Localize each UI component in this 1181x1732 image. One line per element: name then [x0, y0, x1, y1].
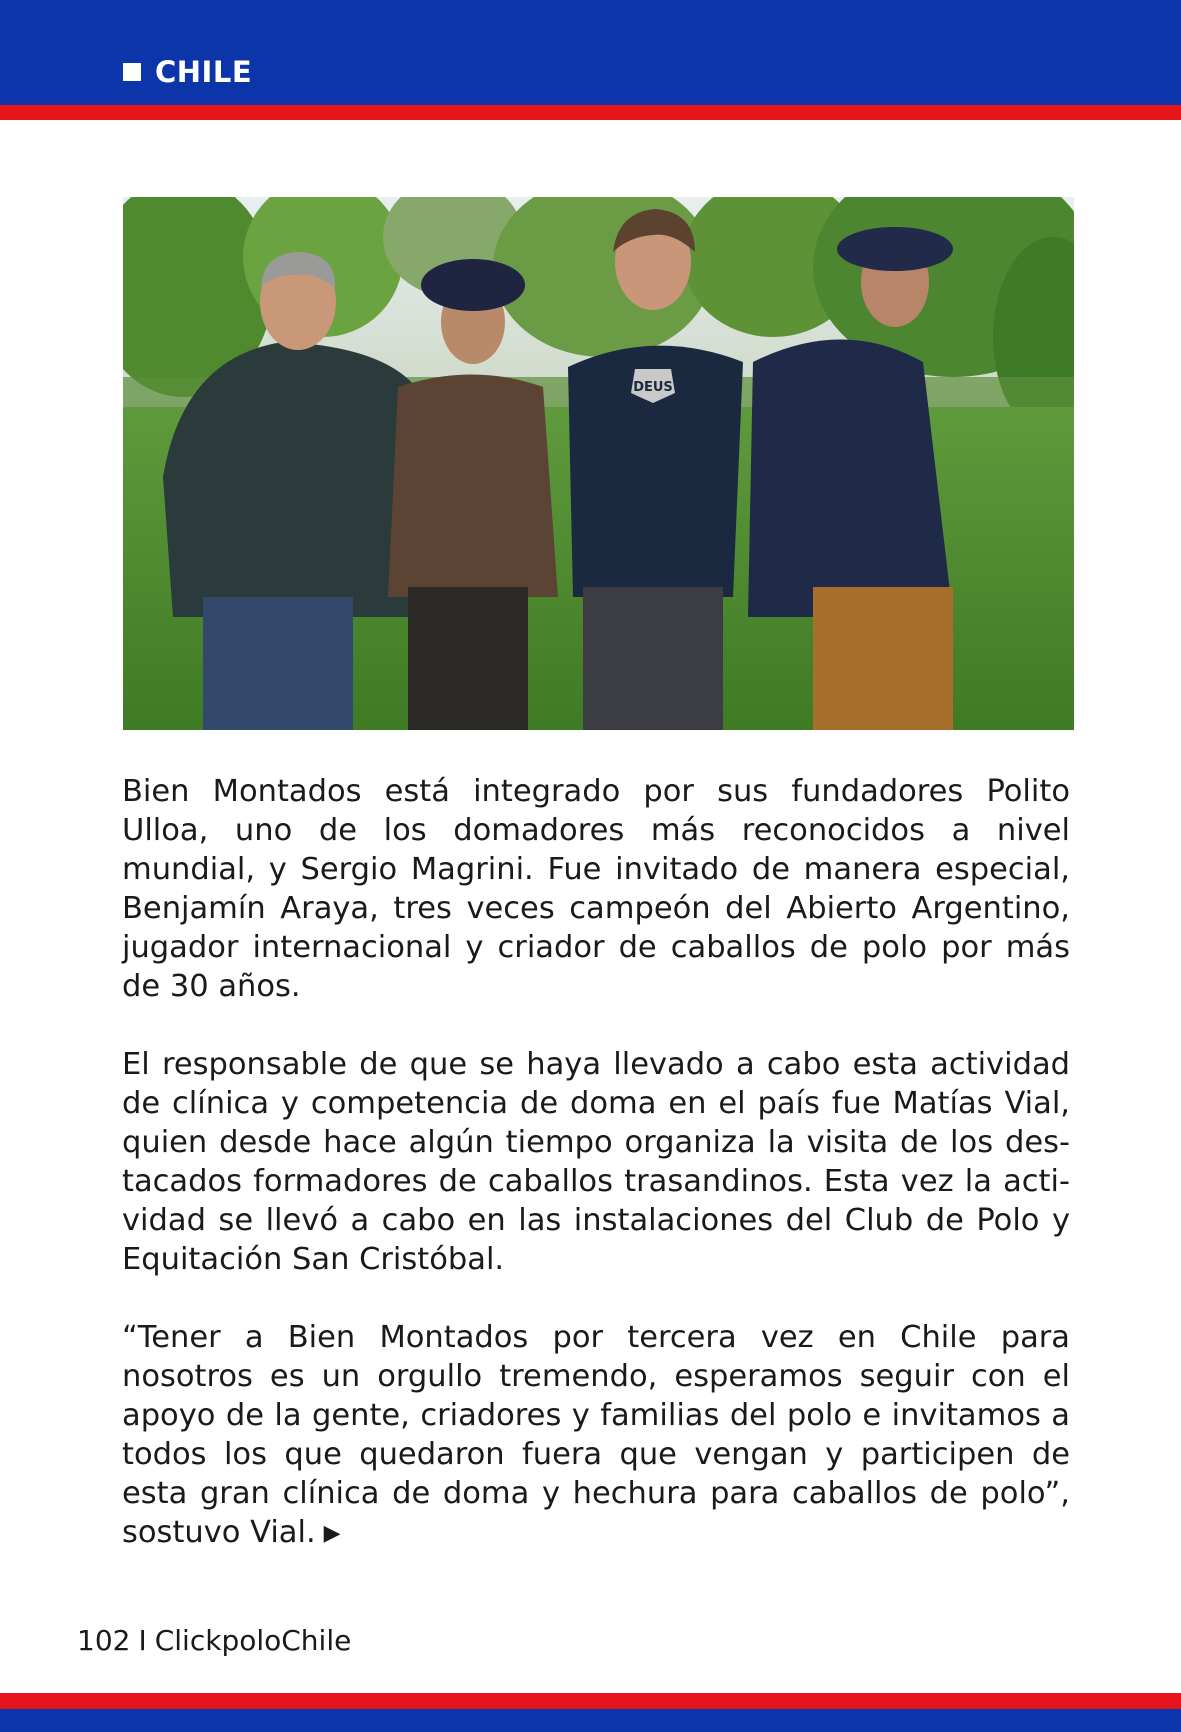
footer-separator: I	[138, 1624, 147, 1657]
section-label	[123, 52, 252, 92]
paragraph-2: El responsable de que se haya llevado a cabo esta actividad de clínica y competencia de doma en el país fue Matías Vial, quien desde hace algún tiempo organiza la visita de los destacados formadores de caballos trasandinos. Esta vez la actividad se llevó a cabo en las instalaciones del Club de Polo y Equitación San Cristóbal.	[122, 1047, 1070, 1277]
shirt-logo-text: DEUS	[633, 380, 673, 395]
photo-illustration	[123, 197, 1074, 730]
article-body	[122, 772, 1070, 1553]
page-footer	[77, 1624, 351, 1657]
paragraph-1: Bien Montados está integrado por sus fundadores Polito Ulloa, uno de los domadores más reconocidos a nivel mundial, y Sergio Magrini. Fue invitado de manera especial, Benjamín Araya, tres veces campeón del Abierto Argentino, jugador internacional y criador de caballos de polo por más de 30 años.	[122, 774, 1070, 1004]
paragraph-3-text: “Tener a Bien Montados por tercera vez en Chile para nosotros es un orgullo tremendo, esperamos seguir con el apoyo de la gente, criadores y familias del polo e invitamos a todos los que quedaron fuera que vengan y participen de esta gran clínica de doma y hechura para caballos de polo”, sostuvo Vial.	[122, 1320, 1070, 1550]
header-red-stripe	[0, 105, 1181, 120]
footer-bar	[0, 1709, 1181, 1732]
footer-red-stripe	[0, 1693, 1181, 1709]
paragraph-3	[122, 1318, 1070, 1553]
section-title: CHILE	[155, 55, 253, 89]
page-number: 102	[77, 1624, 131, 1657]
publication-name: ClickpoloChile	[154, 1624, 352, 1657]
end-triangle-icon: ▶	[323, 1521, 341, 1546]
square-bullet-icon	[123, 63, 141, 81]
group-photo	[123, 197, 1074, 730]
